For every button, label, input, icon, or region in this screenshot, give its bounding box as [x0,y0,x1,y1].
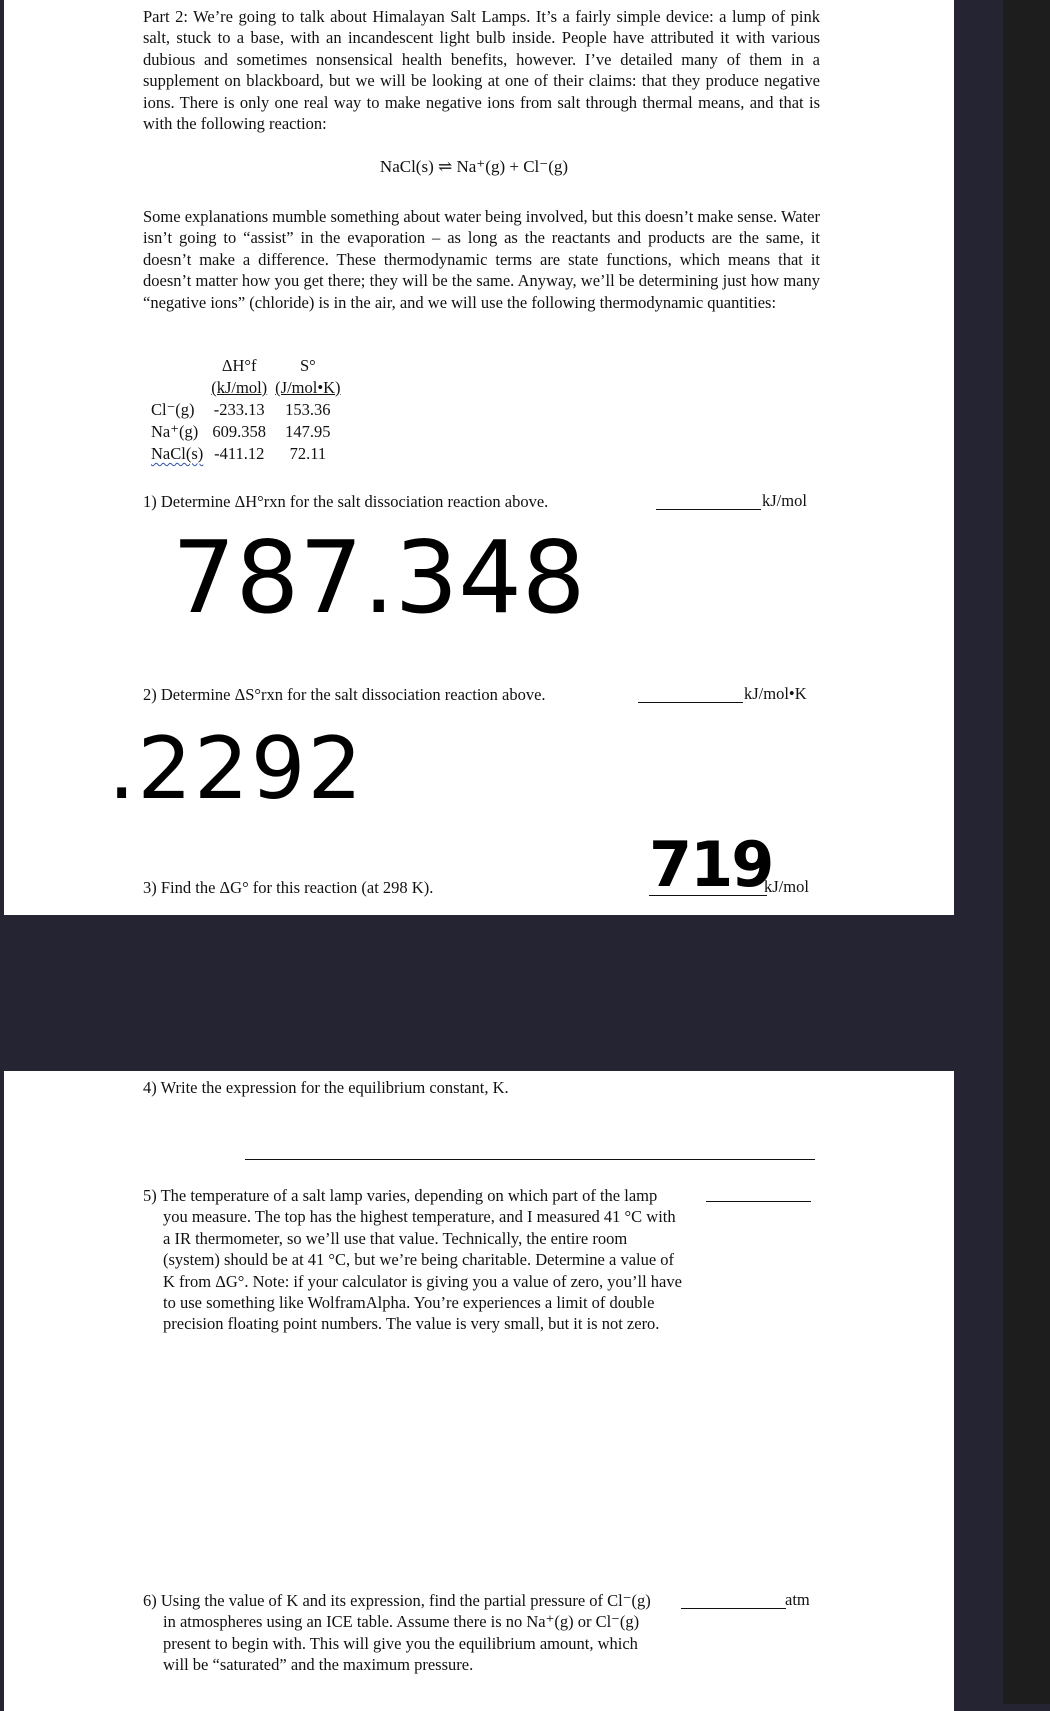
reaction-equation: NaCl(s) ⇌ Na⁺(g) + Cl⁻(g) [379,157,569,176]
answer-blank-1[interactable] [656,509,761,510]
dh-cell: -411.12 [214,444,265,463]
table-row [147,422,345,444]
handwritten-answer-3: 719 [649,828,773,901]
species-cell: Na⁺(g) [151,422,199,441]
dh-unit: (kJ/mol) [211,378,268,397]
thermo-table [147,356,345,466]
question-4: 4) Write the expression for the equilibrium constant, K. [143,1078,509,1097]
document-page-1 [4,0,954,915]
viewer-side-panel [1003,0,1050,1704]
explanation-paragraph: Some explanations mumble something about water being involved, but this doesn’t make sense. Water isn’t going to “assist” in the evaporation – as long as the reactants and products are the same, it doesn’t make a difference. These thermodynamic terms are state functions, which means that it doesn’t matter how you get there; they will be the same. Anyway, we’ll be determining just how many “negative ions” (chloride) is in the air, and we will use the following thermodynamic quantities: [143,207,820,312]
question-5: 5) The temperature of a salt lamp varies, depending on which part of the lamp you measure. The top has the highest temperature, and I measured 41 °C with a IR thermometer, so we’ll use that value. Technically, the entire room (system) should be at 41 °C, but we’re being charitable. Determine a value of K from ΔG°. Note: if your calculator is giving you a value of zero, you’ll have to use something like WolframAlpha. You’re experiences a limit of double precision floating point numbers. The value is very small, but it is not zero. [143,1186,682,1334]
handwritten-answer-2: .2292 [108,719,365,819]
s-header: S° [299,356,316,375]
answer-blank-4[interactable] [245,1159,815,1160]
species-cell: Cl⁻(g) [151,400,195,419]
s-unit: (J/mol•K) [275,378,341,397]
unit-3: kJ/mol [764,877,809,896]
dh-cell: 609.358 [212,422,267,441]
handwritten-answer-1: 787.348 [172,519,586,636]
question-6: 6) Using the value of K and its expression, find the partial pressure of Cl⁻(g) in atmospheres using an ICE table. Assume there is no Na⁺(g) or Cl⁻(g) present to begin with. This will give you the equilibrium amount, which will be “saturated” and the maximum pressure. [143,1591,651,1675]
table-row [147,400,345,422]
answer-blank-5[interactable] [706,1201,811,1202]
document-page-2 [4,1071,954,1711]
s-cell: 147.95 [285,422,331,441]
species-cell: NaCl(s) [151,444,204,463]
table-unit-row [147,378,345,400]
unit-2: kJ/mol•K [744,684,807,703]
question-2: 2) Determine ΔS°rxn for the salt dissociation reaction above. [143,685,546,704]
dh-header: ΔH°f [221,356,257,375]
intro-paragraph: Part 2: We’re going to talk about Himalayan Salt Lamps. It’s a fairly simple device: a lump of pink salt, stuck to a base, with an incandescent light bulb inside. People have attributed it with various dubious and sometimes nonsensical health benefits, however. I’ve detailed many of them in a supplement on blackboard, but we will be looking at one of their claims: that they produce negative ions. There is only one real way to make negative ions from salt through thermal means, and that is with the following reaction: [143,7,820,134]
answer-blank-6[interactable] [681,1608,786,1609]
question-1: 1) Determine ΔH°rxn for the salt dissociation reaction above. [143,492,549,511]
s-cell: 72.11 [289,444,327,463]
unit-6: atm [785,1590,810,1609]
answer-blank-3[interactable] [649,895,767,896]
question-3: 3) Find the ΔG° for this reaction (at 298 K). [143,878,434,897]
table-header-row [147,356,345,378]
s-cell: 153.36 [285,400,331,419]
answer-blank-2[interactable] [638,702,743,703]
unit-1: kJ/mol [762,491,807,510]
dh-cell: -233.13 [213,400,265,419]
table-row [147,444,345,466]
